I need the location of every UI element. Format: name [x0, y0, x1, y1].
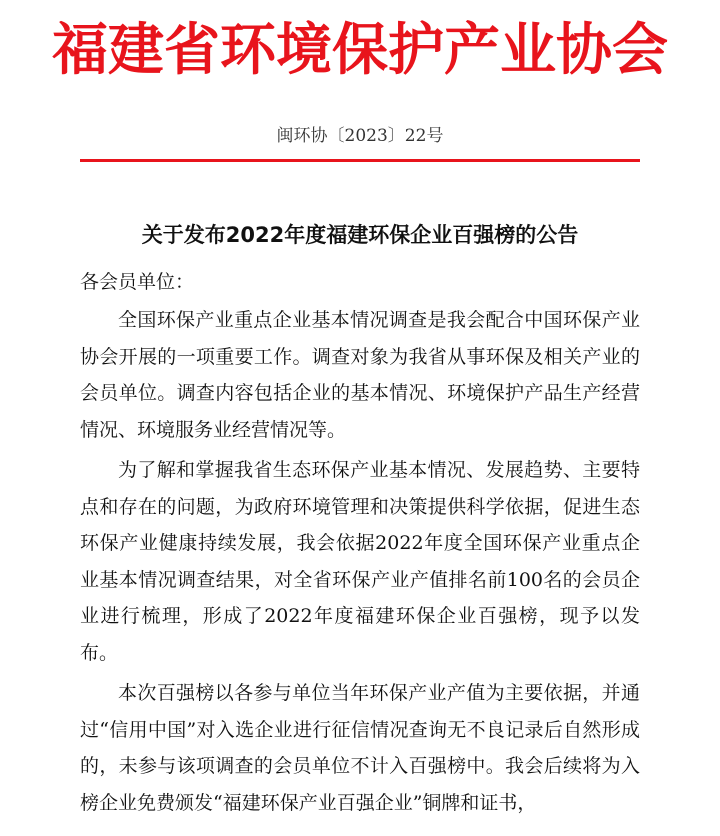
body-paragraph-3: 本次百强榜以各参与单位当年环保产业产值为主要依据，并通过“信用中国”对入选企业进行征信情况查询无不良记录后自然形成的，未参与该项调查的会员单位不计入百强榜中。我会后续将为入榜企业免费颁发“福建环保产业百强企业”铜牌和证书，	[80, 682, 640, 814]
body-paragraph-1: 全国环保产业重点企业基本情况调查是我会配合中国环保产业协会开展的一项重要工作。调查对象为我省从事环保及相关产业的会员单位。调查内容包括企业的基本情况、环境保护产品生产经营情况、环境服务业经营情况等。	[80, 309, 640, 441]
salutation: 各会员单位：	[80, 271, 195, 293]
document-number: 闽环协〔2023〕22号	[276, 126, 444, 146]
body-paragraph-2: 为了解和掌握我省生态环保产业基本情况、发展趋势、主要特点和存在的问题，为政府环境管理和决策提供科学依据，促进生态环保产业健康持续发展，我会依据2022年度全国环保产业重点企业基本情况调查结果，对全省环保产业产值排名前100名的会员企业进行梳理，形成了2022年度福建环保企业百强榜，现予以发布。	[80, 459, 640, 664]
notice-body	[80, 302, 640, 825]
red-divider-line	[80, 159, 640, 162]
notice-title: 关于发布2022年度福建环保企业百强榜的公告	[141, 223, 579, 247]
organization-masthead: 福建省环境保护产业协会	[52, 17, 668, 83]
